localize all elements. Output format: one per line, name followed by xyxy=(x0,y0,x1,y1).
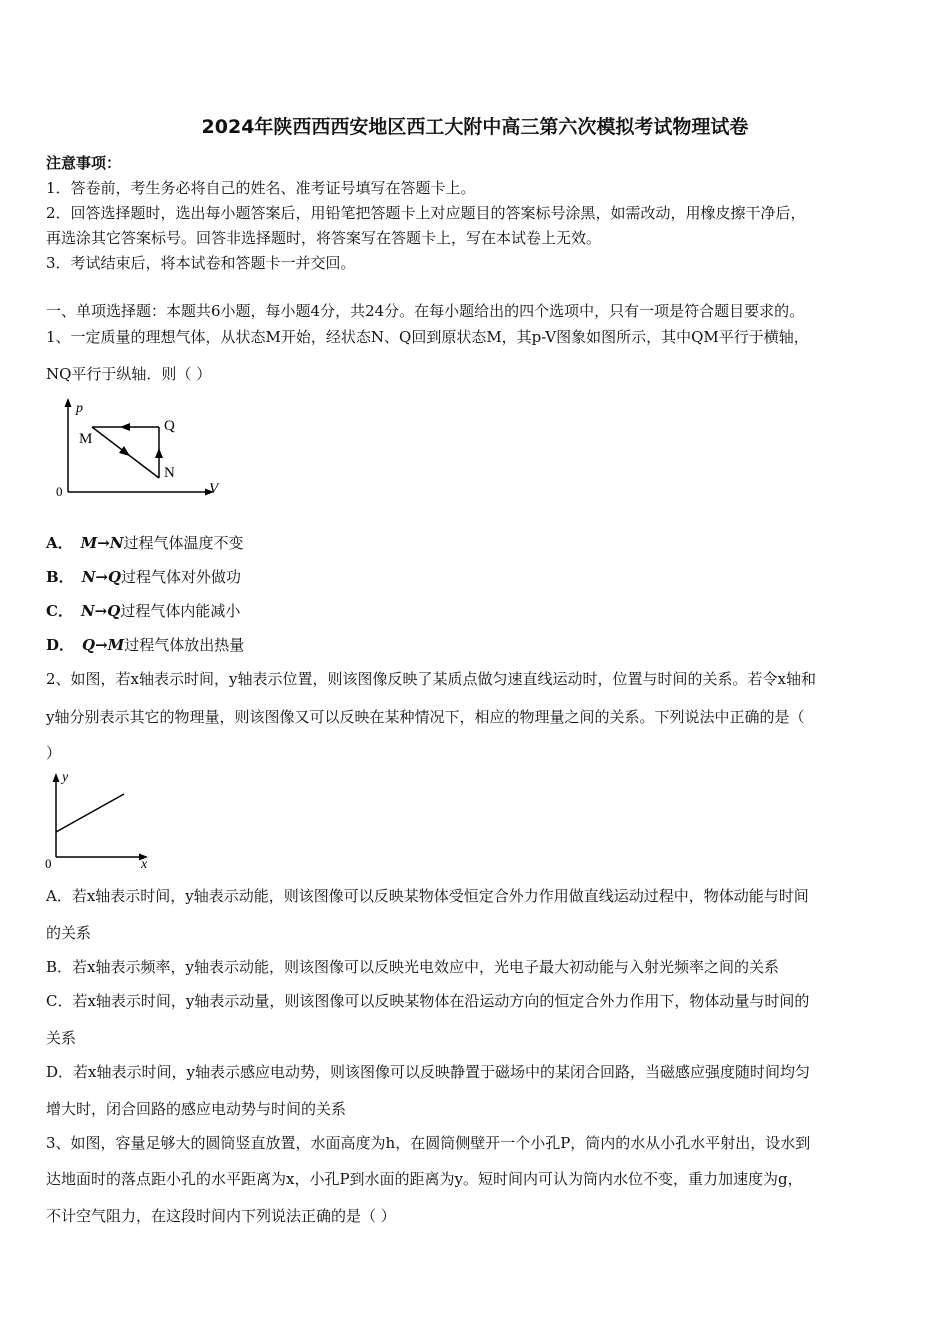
q2-option-a-cont: 的关系 xyxy=(46,924,92,942)
q2-xy-graph xyxy=(40,767,160,870)
q1-pv-diagram xyxy=(46,392,236,507)
q2-option-d: D．若x轴表示时间，y轴表示感应电动势，则该图像可以反映静置于磁场中的某闭合回路，当磁感应强度随时间均匀 xyxy=(46,1063,810,1081)
point-n-label: N xyxy=(164,465,175,481)
notice-item: 1．答卷前，考生务必将自己的姓名、准考证号填写在答题卡上。 xyxy=(46,179,476,197)
q2-stem: y轴分别表示其它的物理量，则该图像又可以反映在某种情况下，相应的物理量之间的关系。下列说法中正确的是（ xyxy=(46,708,805,726)
origin-label: 0 xyxy=(56,484,63,499)
q1-option-c: C． N→Q过程气体内能减小 xyxy=(46,602,241,620)
q2-option-b: B．若x轴表示频率，y轴表示动能，则该图像可以反映光电效应中，光电子最大初动能与入射光频率之间的关系 xyxy=(46,958,779,976)
q1-option-d: D． Q→M过程气体放出热量 xyxy=(46,636,245,654)
graph-line xyxy=(56,794,124,832)
notice-item: 再选涂其它答案标号。回答非选择题时，将答案写在答题卡上，写在本试卷上无效。 xyxy=(46,229,602,247)
q2-option-c: C．若x轴表示时间，y轴表示动量，则该图像可以反映某物体在沿运动方向的恒定合外力作用下，物体动量与时间的 xyxy=(46,992,810,1010)
q3-stem: 不计空气阻力，在这段时间内下列说法正确的是（ ） xyxy=(46,1207,396,1225)
q2-stem: 2、如图，若x轴表示时间，y轴表示位置，则该图像反映了某质点做匀速直线运动时，位置与时间的关系。若令x轴和 xyxy=(46,670,816,688)
section-heading: 一、单项选择题：本题共6小题，每小题4分，共24分。在每小题给出的四个选项中，只有一项是符合题目要求的。 xyxy=(46,302,805,320)
q2-option-a: A．若x轴表示时间，y轴表示动能，则该图像可以反映某物体受恒定合外力作用做直线运动过程中，物体动能与时间 xyxy=(46,887,809,905)
p-axis-arrow xyxy=(65,398,72,407)
q2-option-d-cont: 增大时，闭合回路的感应电动势与时间的关系 xyxy=(46,1100,347,1118)
arrow-q-to-m xyxy=(120,423,130,431)
page-title: 2024年陕西西西安地区西工大附中高三第六次模拟考试物理试卷 xyxy=(201,116,749,138)
q1-option-a: A． M→N过程气体温度不变 xyxy=(46,534,244,552)
q3-stem: 3、如图，容量足够大的圆筒竖直放置，水面高度为h，在圆筒侧壁开一个小孔P，筒内的水从小孔水平射出，设水到 xyxy=(46,1134,811,1152)
q1-option-b: B． N→Q过程气体对外做功 xyxy=(46,568,242,586)
origin-label: 0 xyxy=(45,856,52,870)
notice-heading: 注意事项： xyxy=(46,154,122,172)
point-m-label: M xyxy=(79,431,93,447)
q1-stem: NQ平行于纵轴．则（ ） xyxy=(46,365,212,383)
arrow-n-to-q xyxy=(155,448,163,458)
point-q-label: Q xyxy=(164,418,175,434)
q1-stem: 1、一定质量的理想气体，从状态M开始，经状态N、Q回到原状态M，其p-V图象如图所示，其中QM平行于横轴， xyxy=(46,328,809,346)
x-axis-label: x xyxy=(141,857,148,870)
y-axis-label: y xyxy=(62,770,69,785)
y-axis-arrow xyxy=(53,773,60,782)
q2-stem: ） xyxy=(46,744,62,762)
v-axis-label: V xyxy=(209,481,219,497)
notice-item: 3．考试结束后，将本试卷和答题卡一并交回。 xyxy=(46,254,356,272)
q3-stem: 达地面时的落点距小孔的水平距离为x，小孔P到水面的距离为y。短时间内可认为筒内水位不变，重力加速度为g， xyxy=(46,1170,803,1188)
q2-option-c-cont: 关系 xyxy=(46,1029,77,1047)
p-axis-label: p xyxy=(76,401,83,416)
arrow-m-to-n xyxy=(119,446,130,456)
notice-item: 2．回答选择题时，选出每小题答案后，用铅笔把答题卡上对应题目的答案标号涂黑，如需改动，用橡皮擦干净后， xyxy=(46,204,806,222)
